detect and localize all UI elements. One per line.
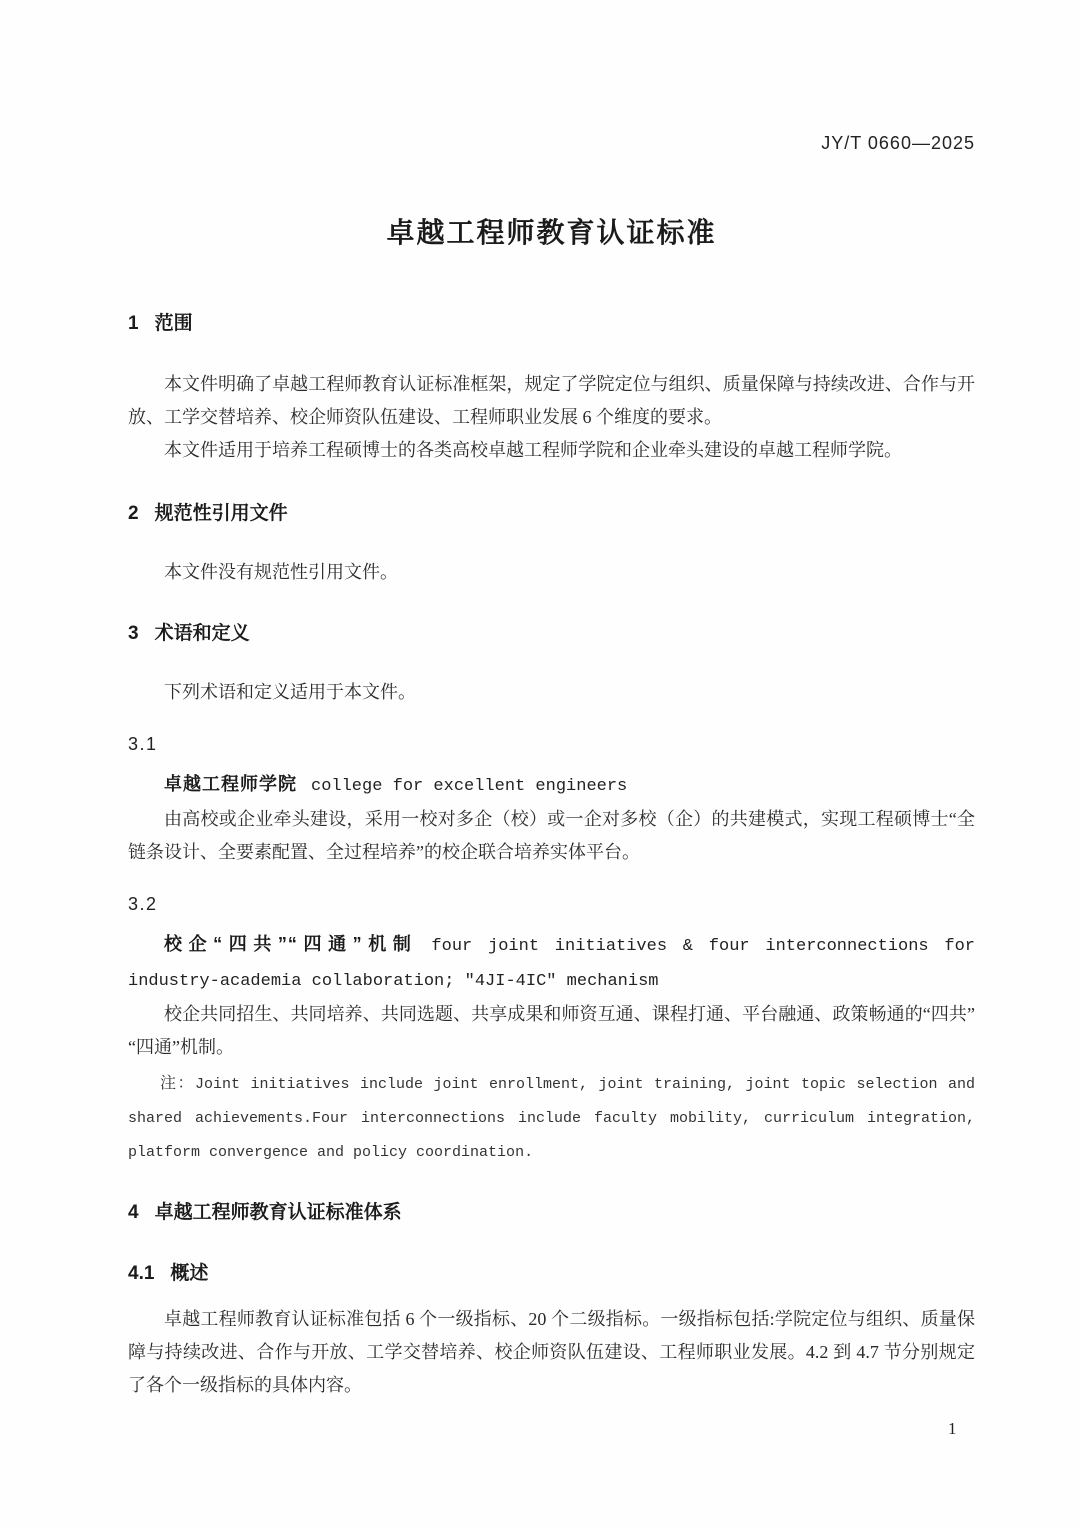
term-3-2-note: [128, 1067, 975, 1169]
section-3-number: 3: [128, 623, 139, 644]
note-label: 注：: [160, 1075, 195, 1092]
section-2-heading: [128, 503, 975, 525]
section-1-body: [128, 368, 975, 467]
section-4-1-heading: [128, 1263, 975, 1285]
term-3-1-en: college for excellent engineers: [311, 777, 628, 796]
paragraph: 下列术语和定义适用于本文件。: [164, 682, 416, 702]
paragraph: 本文件适用于培养工程硕博士的各类高校卓越工程师学院和企业牵头建设的卓越工程师学院。: [164, 440, 902, 460]
term-3-1-heading: [128, 768, 975, 803]
section-3-title: 术语和定义: [154, 623, 250, 644]
section-1-title: 范围: [154, 313, 193, 334]
section-4-title: 卓越工程师教育认证标准体系: [154, 1202, 402, 1223]
document-title: 卓越工程师教育认证标准: [386, 217, 717, 248]
section-2-title: 规范性引用文件: [154, 503, 288, 524]
term-3-2-definition: 校企共同招生、共同培养、共同选题、共享成果和师资互通、课程打通、平台融通、政策畅通的“四共”“四通”机制。: [128, 1004, 975, 1057]
term-3-2-number: 3.2: [128, 894, 158, 914]
section-4-heading: [128, 1202, 975, 1224]
section-1-heading: [128, 313, 975, 335]
standard-number: JY/T 0660—2025: [821, 133, 975, 153]
section-4-1-number: 4.1: [128, 1263, 155, 1284]
note-text: Joint initiatives include joint enrollment, joint training, joint topic selection and shared achievements.Four interconnections include faculty mobility, curriculum integration, platform convergence and policy coordination.: [128, 1076, 975, 1161]
term-3-1-zh: 卓越工程师学院: [164, 774, 297, 794]
term-3-1-definition: 由高校或企业牵头建设，采用一校对多企（校）或一企对多校（企）的共建模式，实现工程硕博士“全链条设计、全要素配置、全过程培养”的校企联合培养实体平台。: [128, 809, 975, 862]
section-4-number: 4: [128, 1202, 139, 1223]
page-content: [128, 0, 975, 1402]
term-3-2-en: four joint initiatives & four interconnections for industry-academia collaboration; "4JI-4IC" mechanism: [128, 937, 976, 991]
section-1-number: 1: [128, 313, 139, 334]
term-3-2-heading: [128, 928, 975, 998]
term-3-1-number: 3.1: [128, 734, 158, 754]
paragraph: 卓越工程师教育认证标准包括 6 个一级指标、20 个二级指标。一级指标包括:学院定位与组织、质量保障与持续改进、合作与开放、工学交替培养、校企师资队伍建设、工程师职业发展。4.2 到 4.7 节分别规定了各个一级指标的具体内容。: [128, 1309, 975, 1395]
page-number: 1: [948, 1419, 957, 1438]
paragraph: 本文件明确了卓越工程师教育认证标准框架，规定了学院定位与组织、质量保障与持续改进、合作与开放、工学交替培养、校企师资队伍建设、工程师职业发展 6 个维度的要求。: [128, 374, 975, 427]
term-3-2-zh: 校企“四共”“四通”机制: [164, 934, 418, 954]
section-4-1-title: 概述: [170, 1263, 209, 1284]
section-2-number: 2: [128, 503, 139, 524]
section-3-heading: [128, 623, 975, 645]
paragraph: 本文件没有规范性引用文件。: [164, 562, 398, 582]
